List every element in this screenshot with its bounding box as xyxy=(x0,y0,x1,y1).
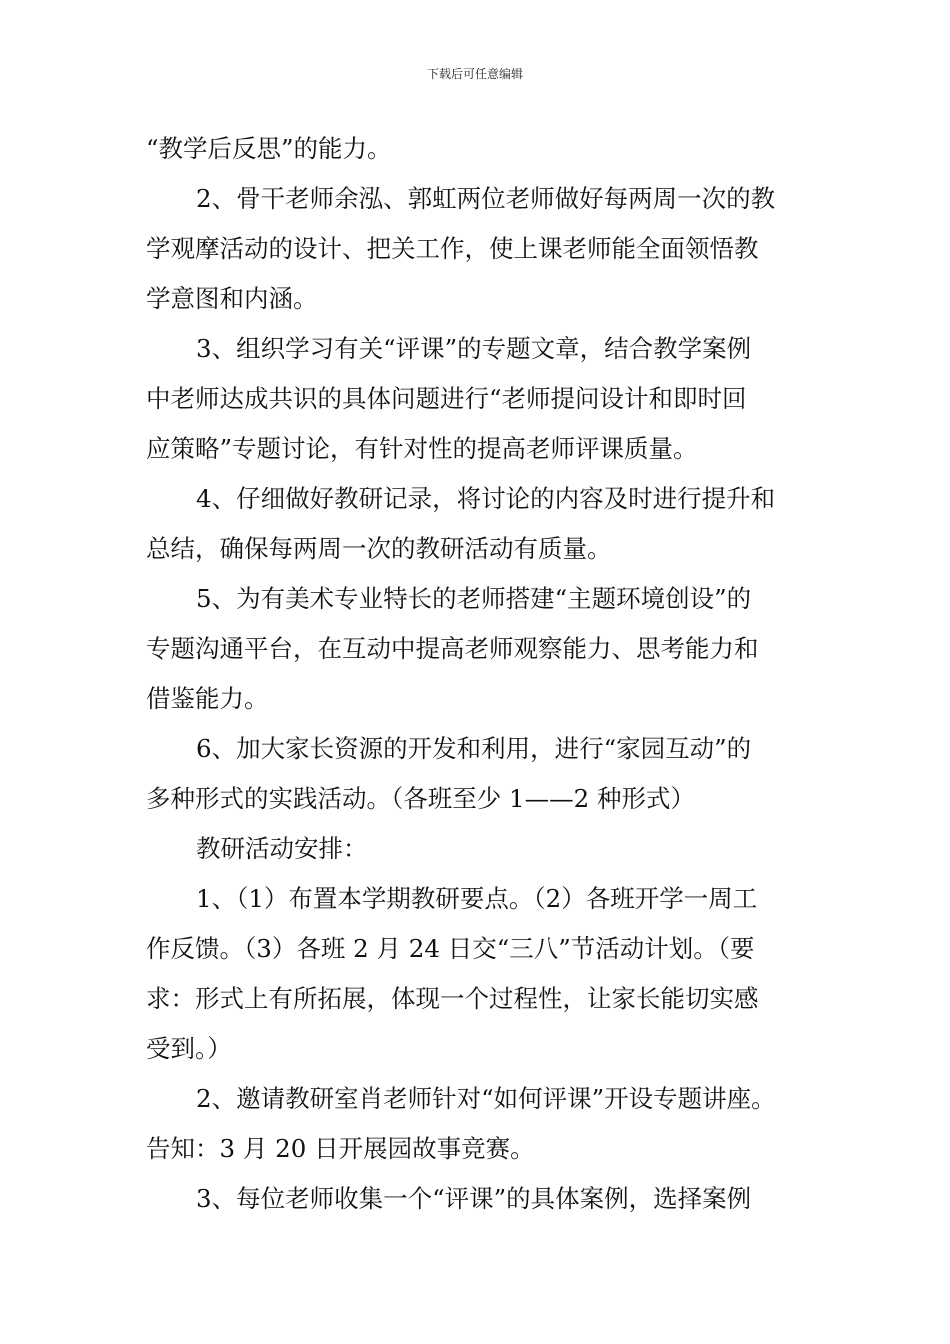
text-line: 专题沟通平台，在互动中提高老师观察能力、思考能力和 xyxy=(146,634,759,663)
text-line: 受到。） xyxy=(146,1034,232,1063)
text-line: 中老师达成共识的具体问题进行“老师提问设计和即时回 xyxy=(146,384,747,413)
text-line: 2、邀请教研室肖老师针对“如何评课”开设专题讲座。 xyxy=(196,1084,776,1113)
text-line: 多种形式的实践活动。（各班至少 1——2 种形式） xyxy=(146,784,695,813)
text-line: 5、为有美术专业特长的老师搭建“主题环境创设”的 xyxy=(196,584,752,613)
text-line: 2、骨干老师余泓、郭虹两位老师做好每两周一次的教 xyxy=(196,184,776,213)
text-line: 作反馈。（3）各班 2 月 24 日交“三八”节活动计划。（要 xyxy=(146,934,755,963)
text-line: 教研活动安排： xyxy=(196,834,368,863)
page-header: 下载后可任意编辑 xyxy=(426,67,523,81)
text-line: 告知：3 月 20 日开展园故事竞赛。 xyxy=(146,1134,535,1163)
text-line: 求：形式上有所拓展，体现一个过程性，让家长能切实感 xyxy=(146,984,759,1013)
text-line: 6、加大家长资源的开发和利用，进行“家园互动”的 xyxy=(196,734,752,763)
text-line: 1、（1）布置本学期教研要点。（2）各班开学一周工 xyxy=(196,884,758,913)
text-line: 3、每位老师收集一个“评课”的具体案例，选择案例 xyxy=(196,1184,752,1213)
text-line: 借鉴能力。 xyxy=(146,684,269,713)
text-line: 应策略”专题讨论，有针对性的提高老师评课质量。 xyxy=(146,434,698,463)
text-line: 3、组织学习有关“评课”的专题文章，结合教学案例 xyxy=(196,334,752,363)
text-line: 学意图和内涵。 xyxy=(146,284,318,313)
document-body xyxy=(146,130,816,1230)
text-line: 学观摩活动的设计、把关工作，使上课老师能全面领悟教 xyxy=(146,234,759,263)
text-line: 总结，确保每两周一次的教研活动有质量。 xyxy=(146,534,612,563)
text-line: “教学后反思”的能力。 xyxy=(146,134,392,163)
text-line: 4、仔细做好教研记录，将讨论的内容及时进行提升和 xyxy=(196,484,776,513)
